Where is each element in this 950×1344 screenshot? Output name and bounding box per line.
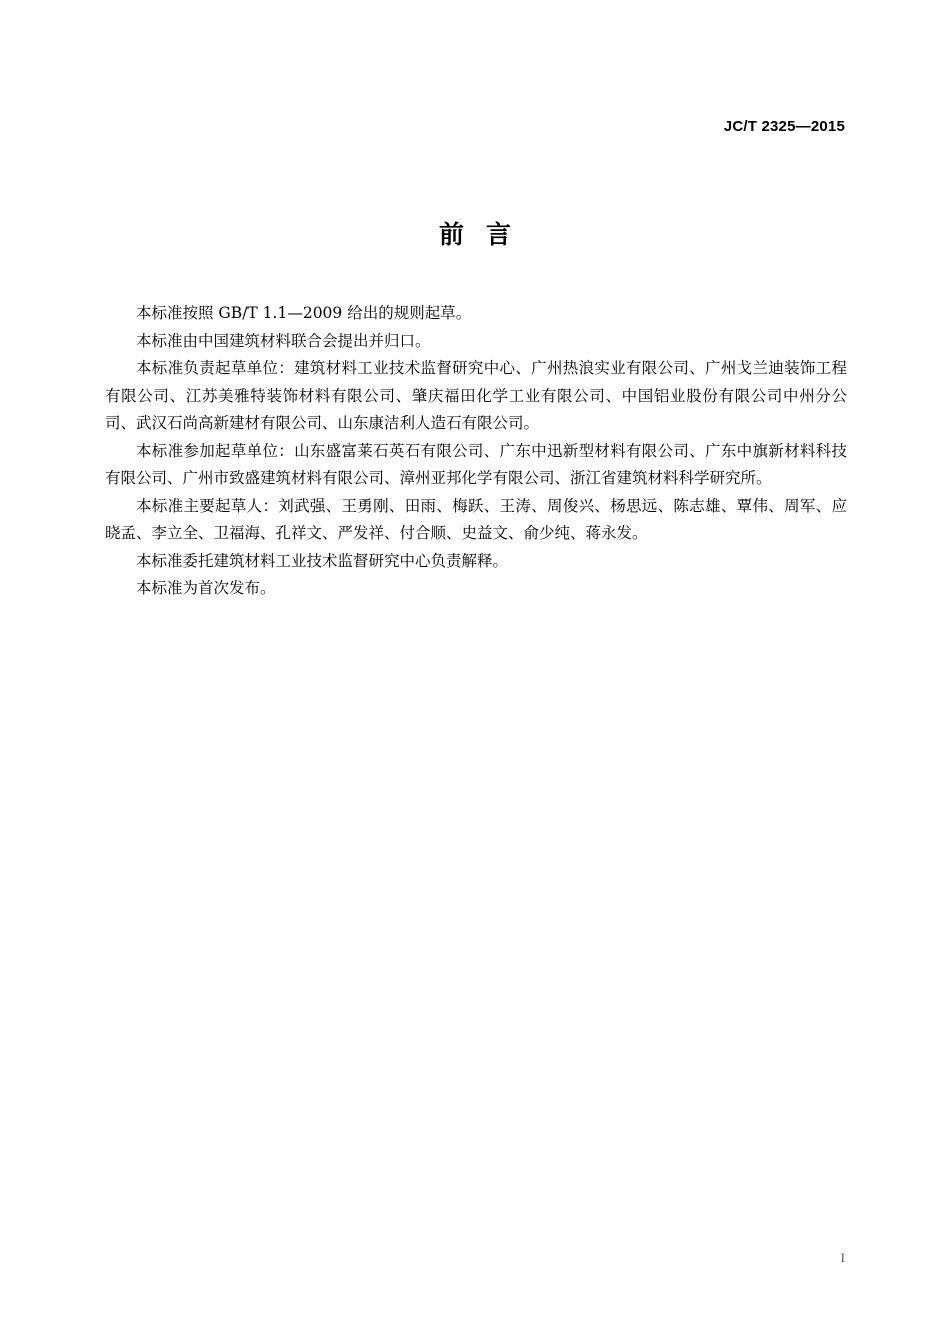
paragraph: 本标准由中国建筑材料联合会提出并归口。 [136, 331, 431, 350]
page-number: I [840, 1250, 845, 1265]
paragraph: 本标准参加起草单位：山东盛富莱石英石有限公司、广东中迅新型材料有限公司、广东中旗新材料科技有限公司、广州市致盛建筑材料有限公司、漳州亚邦化学有限公司、浙江省建筑材料科学研究所。 [105, 441, 847, 487]
page-title: 前言 [438, 220, 533, 249]
paragraph: 本标准负责起草单位：建筑材料工业技术监督研究中心、广州热浪实业有限公司、广州戈兰迪装饰工程有限公司、江苏美雅特装饰材料有限公司、肇庆福田化学工业有限公司、中国铝业股份有限公司中州分公司、武汉石尚高新建材有限公司、山东康洁利人造石有限公司。 [105, 359, 847, 432]
paragraph: 本标准为首次发布。 [136, 579, 276, 597]
foreword-body [105, 300, 847, 603]
paragraph: 本标准委托建筑材料工业技术监督研究中心负责解释。 [136, 551, 509, 570]
paragraph: 本标准按照 GB/T 1.1—2009 给出的规则起草。 [136, 304, 472, 322]
paragraph: 本标准主要起草人：刘武强、王勇刚、田雨、梅跃、王涛、周俊兴、杨思远、陈志雄、覃伟、周军、应晓孟、李立全、卫福海、孔祥文、严发祥、付合顺、史益文、俞少纯、蒋永发。 [105, 496, 847, 542]
standard-code-header: JC/T 2325—2015 [723, 118, 845, 135]
